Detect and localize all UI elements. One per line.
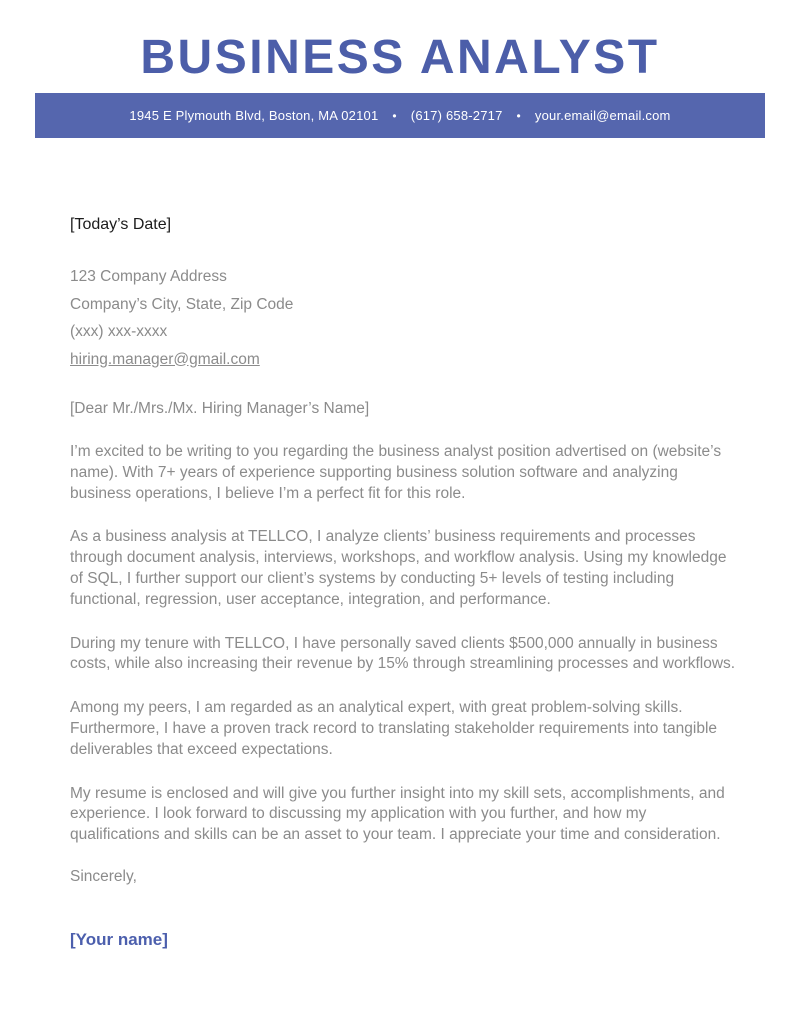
contact-email: your.email@email.com [534, 108, 671, 123]
recipient-block [70, 263, 738, 373]
date-placeholder: [Today’s Date] [70, 216, 172, 233]
paragraph-achievements: During my tenure with TELLCO, I have personally saved clients $500,000 annually in business costs, while also increasing their revenue by 15% through streamlining processes and workflows. [70, 634, 736, 673]
bullet-separator-icon: • [516, 108, 521, 123]
letter-body [70, 214, 738, 950]
paragraph-skills: Among my peers, I am regarded as an analytical expert, with great problem-solving skills. Furthermore, I have a proven track record to translating stakeholder requirements into tangible deliverables that exceed expectations. [70, 699, 718, 758]
recipient-email-row [70, 346, 738, 374]
contact-phone: (617) 658-2717 [410, 108, 503, 123]
salutation: [Dear Mr./Mrs./Mx. Hiring Manager’s Name] [70, 400, 370, 417]
recipient-phone: (xxx) xxx-xxxx [70, 323, 168, 340]
paragraph-experience: As a business analysis at TELLCO, I analyze clients’ business requirements and processes through document analysis, interviews, workshops, and workflow analysis. Using my knowledge of SQL, I further support our client’s systems by conducting 5+ levels of testing including functional, regression, user acceptance, integration, and performance. [70, 528, 727, 608]
signature-placeholder: [Your name] [70, 929, 168, 949]
paragraph-conclusion: My resume is enclosed and will give you further insight into my skill sets, accomplishments, and experience. I look forward to discussing my application with you further, and how my qualifications and skills can be an asset to your team. I appreciate your time and consideration. [70, 784, 725, 844]
recipient-address-line: 123 Company Address [70, 268, 227, 285]
contact-address: 1945 E Plymouth Blvd, Boston, MA 02101 [129, 108, 379, 123]
page-title: BUSINESS ANALYST [140, 31, 660, 84]
recipient-email-link[interactable]: hiring.manager@gmail.com [70, 350, 260, 368]
closing: Sincerely, [70, 867, 137, 885]
recipient-city-line: Company’s City, State, Zip Code [70, 295, 294, 313]
bullet-separator-icon: • [392, 108, 397, 123]
paragraph-introduction: I’m excited to be writing to you regarding the business analyst position advertised on (website’s name). With 7+ years of experience supporting business solution software and analyzing business operations, I believe I’m a perfect fit for this role. [70, 443, 722, 502]
contact-bar [35, 93, 765, 138]
